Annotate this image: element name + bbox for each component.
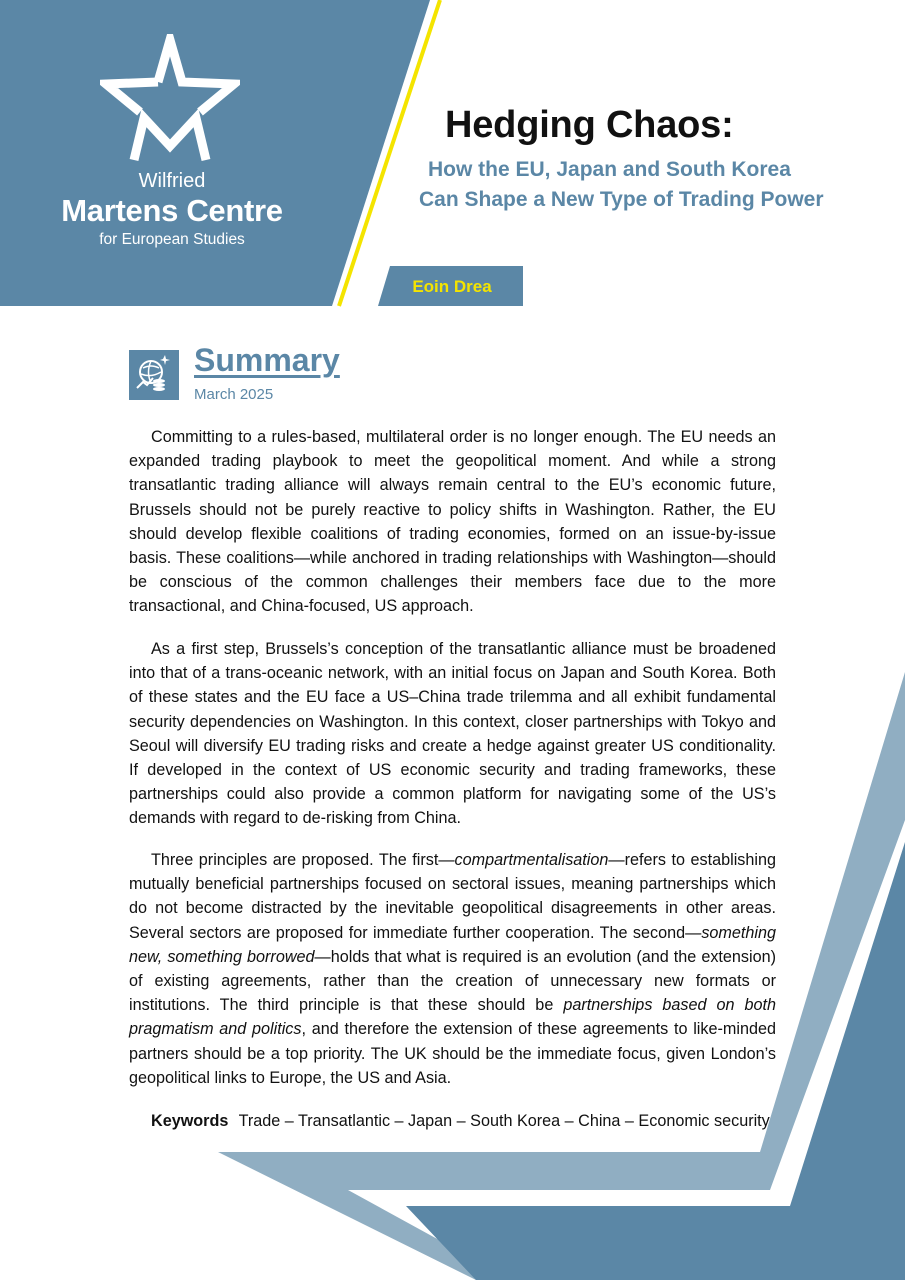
globe-coins-icon bbox=[129, 350, 179, 400]
document-title: Hedging Chaos: bbox=[445, 104, 734, 146]
p3-text-c: —refers to establishing mutually beneficial partnerships focused on sectoral issues, meaning partnerships which do not become distracted by the inevitable geopolitical disagreements in other areas. Several sectors are proposed for immediate further cooperation. The second— bbox=[129, 851, 776, 942]
p3-text-a: Three principles are proposed. The first— bbox=[151, 851, 455, 869]
p3-text-e: —holds that what is required is an evolution (and the extension) of existing agreements, rather than the creation of unnecessary new formats or institutions. The third principle is that these should be bbox=[129, 947, 777, 1015]
org-name-first: Wilfried bbox=[138, 170, 206, 192]
document-subtitle-line1: How the EU, Japan and South Korea bbox=[428, 158, 791, 181]
keywords-label: Keywords bbox=[151, 1112, 229, 1130]
summary-heading: Summary bbox=[194, 342, 340, 378]
star-m-logo-icon bbox=[100, 34, 240, 166]
keywords-text: Trade – Transatlantic – Japan – South Korea – China – Economic security bbox=[238, 1112, 770, 1130]
p3-emphasis-3: partnerships based on both pragmatism and politics bbox=[129, 996, 777, 1039]
summary-paragraph-2: As a first step, Brussels’s conception of the transatlantic alliance must be broadened into that of a trans-oceanic network, with an initial focus on Japan and South Korea. Both of these states and the EU face a US–China trade trilemma and all exhibit fundamental security dependencies on Washington. In this context, closer partnerships with Tokyo and Seoul will diversify EU trading risks and create a hedge against greater US conditionality. If developed in the context of US economic security and trading frameworks, these partnerships could also provide a common platform for navigating some of the US’s demands with regard to de-risking from China. bbox=[129, 640, 776, 828]
author-name: Eoin Drea bbox=[412, 277, 492, 296]
p3-text-g: , and therefore the extension of these agreements to like-minded partners should be a top priority. The UK should be the immediate focus, given London’s geopolitical links to Europe, the US and Asia. bbox=[129, 1020, 776, 1087]
summary-paragraph-3 bbox=[129, 848, 776, 1090]
summary-date: March 2025 bbox=[194, 386, 274, 403]
document-subtitle-line2: Can Shape a New Type of Trading Power bbox=[419, 188, 824, 211]
org-name-tagline: for European Studies bbox=[99, 231, 245, 248]
keywords-line bbox=[129, 1109, 776, 1133]
p3-emphasis-1: compartmentalisation bbox=[454, 851, 609, 869]
summary-paragraph-1: Committing to a rules-based, multilateral order is no longer enough. The EU needs an expanded trading playbook to meet the geopolitical moment. And while a strong transatlantic trading alliance will always remain central to the EU’s economic future, Brussels should not be purely reactive to policy shifts in Washington. Rather, the EU should develop flexible coalitions of trading economies, formed on an issue-by-issue basis. These coalitions—while anchored in trading relationships with Washington—should be conscious of the common challenges their members face due to the more transactional, and China-focused, US approach. bbox=[129, 428, 776, 616]
org-name-main: Martens Centre bbox=[61, 193, 283, 228]
p3-emphasis-2: something new, something borrowed bbox=[129, 923, 776, 966]
